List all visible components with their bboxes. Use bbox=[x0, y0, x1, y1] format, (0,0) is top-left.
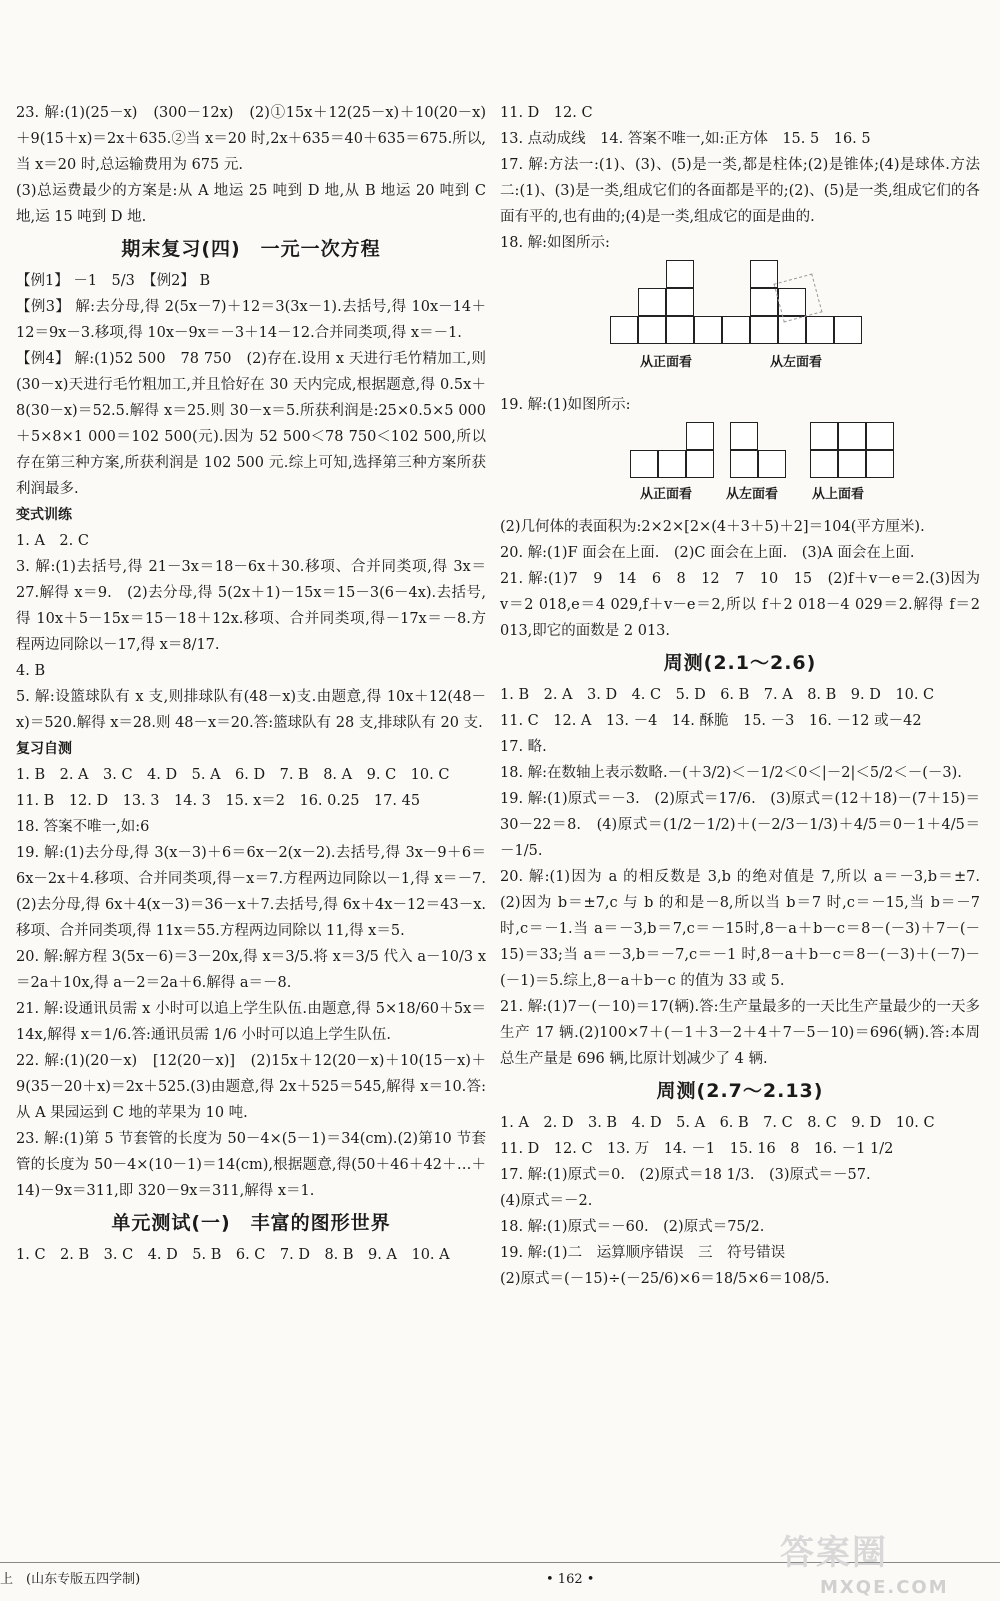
self-test-21: 21. 解:设通讯员需 x 小时可以追上学生队伍.由题意,得 5×18/60＋5x＝14x,解得 x＝1/6.答:通讯员需 1/6 小时可以追上学生队伍. bbox=[16, 1001, 486, 1043]
view-cell bbox=[838, 422, 866, 450]
self-test-19: 19. 解:(1)去分母,得 3(x－3)＋6＝6x－2(x－2).去括号,得 3x－9＋6＝6x－2x＋4.移项、合并同类项,得－x＝7.方程两边同除以－1,得 x＝－7. (2)去分母,得 6x＋4(x－3)＝36－x＋7.去括号,得 6x＋4x－12＝43－x.移项、合并同类项,得 11x＝55.方程两边同除以 11,得 x＝5. bbox=[16, 845, 501, 939]
variant-1-2: 1. A 2. C bbox=[16, 533, 89, 549]
section-title-review4: 期末复习(四) 一元一次方程 bbox=[121, 238, 381, 260]
view-cell bbox=[666, 260, 694, 288]
variant-training-title: 变式训练 bbox=[16, 507, 72, 523]
section-title-week1: 周测(2.1～2.6) bbox=[663, 652, 817, 674]
week2-18: 18. 解:(1)原式＝－60. (2)原式＝75/2. bbox=[500, 1219, 765, 1235]
view-cell bbox=[666, 288, 694, 316]
footer-edition: 上 (山东专版五四学制) bbox=[0, 1572, 141, 1587]
week1-17: 17. 略. bbox=[500, 739, 547, 755]
week1-19: 19. 解:(1)原式＝－3. (2)原式＝17/6. (3)原式＝(12＋18)－(7＋15)＝30－22＝8. (4)原式＝(1/2－1/2)＋(－2/3－1/3)＋4/5＝0－1＋4/5＝－1/5. bbox=[500, 791, 980, 859]
view-cell bbox=[750, 288, 778, 316]
self-test-23: 23. 解:(1)第 5 节套管的长度为 50－4×(5－1)＝34(cm).(2)第10 节套管的长度为 50－4×(10－1)＝14(cm),根据题意,得(50＋46＋42＋…＋14)－9x＝311,即 320－9x＝311,解得 x＝1. bbox=[16, 1131, 486, 1199]
self-test-1-10: 1. B 2. A 3. C 4. D 5. A 6. D 7. B 8. A 9. C 10. C bbox=[16, 767, 450, 783]
view-cell bbox=[810, 450, 838, 478]
view-cell bbox=[810, 422, 838, 450]
view-cell bbox=[658, 450, 686, 478]
week1-18: 18. 解:在数轴上表示数略.－(＋3/2)＜－1/2＜0＜|－2|＜5/2＜－(－3). bbox=[500, 765, 962, 781]
view-cell bbox=[730, 450, 758, 478]
figure-19-top-caption: 从上面看 bbox=[812, 487, 865, 502]
view-cell bbox=[758, 450, 786, 478]
unit1-18: 18. 解:如图所示: bbox=[500, 235, 610, 251]
right-column bbox=[500, 100, 995, 1292]
view-cell bbox=[638, 316, 666, 344]
week1-1-10: 1. B 2. A 3. D 4. C 5. D 6. B 7. A 8. B 9. D 10. C bbox=[500, 687, 935, 703]
unit1-17: 17. 解:方法一:(1)、(3)、(5)是一类,都是柱体;(2)是锥体;(4)是球体.方法二:(1)、(3)是一类,组成它们的各面都是平的;(2)、(5)是一类,组成它们的各面有平的,也有曲的;(4)是一类,组成它的面是曲的. bbox=[500, 157, 980, 225]
view-cell bbox=[806, 316, 834, 344]
unit1-20: 20. 解:(1)F 面会在上面. (2)C 面会在上面. (3)A 面会在上面. bbox=[500, 545, 915, 561]
view-cell bbox=[834, 316, 862, 344]
week2-19: 19. 解:(1)二 运算顺序错误 三 符号错误 bbox=[500, 1245, 786, 1261]
view-cell bbox=[610, 316, 638, 344]
unit1-11-12: 11. D 12. C bbox=[500, 105, 593, 121]
self-test-18: 18. 答案不唯一,如:6 bbox=[16, 819, 150, 835]
view-cell bbox=[638, 288, 666, 316]
variant-5: 5. 解:设篮球队有 x 支,则排球队有(48－x)支.由题意,得 10x＋12(48－x)＝520.解得 x＝28.则 48－x＝20.答:篮球队有 28 支,排球队有 20 支. bbox=[16, 689, 486, 731]
week1-11-16: 11. C 12. A 13. －4 14. 酥脆 15. －3 16. －12 或－42 bbox=[500, 713, 922, 729]
view-cell bbox=[666, 316, 694, 344]
view-cell bbox=[686, 422, 714, 450]
figure-18-front-caption: 从正面看 bbox=[640, 355, 693, 370]
unit1-19: 19. 解:(1)如图所示: bbox=[500, 397, 631, 413]
watermark-logo: 答案圈 bbox=[780, 1533, 888, 1573]
week2-1-10: 1. A 2. D 3. B 4. D 5. A 6. B 7. C 8. C 9. D 10. C bbox=[500, 1115, 935, 1131]
week2-19-part2: (2)原式＝(－15)÷(－25/6)×6＝18/5×6＝108/5. bbox=[500, 1271, 830, 1287]
view-cell bbox=[838, 450, 866, 478]
view-cell bbox=[730, 422, 758, 450]
variant-4: 4. B bbox=[16, 663, 46, 679]
example-1-2: 【例1】 －1 5/3 【例2】 B bbox=[16, 273, 211, 289]
q23-part3: (3)总运费最少的方案是:从 A 地运 25 吨到 D 地,从 B 地运 20 吨到 C 地,运 15 吨到 D 地. bbox=[16, 183, 486, 225]
view-cell bbox=[686, 450, 714, 478]
figure-18-views bbox=[600, 260, 980, 386]
figure-19-front-caption: 从正面看 bbox=[640, 487, 693, 502]
figure-19-left-caption: 从左面看 bbox=[726, 487, 779, 502]
week2-17-part4: (4)原式＝－2. bbox=[500, 1193, 593, 1209]
view-cell bbox=[750, 316, 778, 344]
view-cell bbox=[866, 450, 894, 478]
unit1-19-part2: (2)几何体的表面积为:2×2×[2×(4＋3＋5)＋2]＝104(平方厘米). bbox=[500, 519, 925, 535]
self-test-11-17: 11. B 12. D 13. 3 14. 3 15. x＝2 16. 0.25 17. 45 bbox=[16, 793, 421, 809]
example-4: 【例4】 解:(1)52 500 78 750 (2)存在.设用 x 天进行毛竹精加工,则(30－x)天进行毛竹粗加工,并且恰好在 30 天内完成,根据题意,得 0.5x＋8(30－x)＝52.5.解得 x＝25.则 30－x＝5.所获利润是:25×0.5×5 000＋5×8×1 000＝102 500(元).因为 52 500＜78 750＜102 500,所以存在第三种方案,所获利润是 102 500 元.综上可知,选择第三种方案所获利润最多. bbox=[16, 351, 486, 497]
watermark-url: MXQE.COM bbox=[820, 1577, 949, 1598]
week2-11-16: 11. D 12. C 13. 万 14. －1 15. 16 8 16. －1 1/2 bbox=[500, 1141, 894, 1157]
figure-18-left-caption: 从左面看 bbox=[770, 355, 823, 370]
section-title-unit1: 单元测试(一) 丰富的图形世界 bbox=[111, 1212, 391, 1234]
q23-intro: 23. 解:(1)(25－x) (300－12x) (2)①15x＋12(25－x)＋10(20－x)＋9(15＋x)＝2x＋635.②当 x＝20 时,2x＋635＝40＋635＝675.所以,当 x＝20 时,总运输费用为 675 元. bbox=[16, 105, 486, 173]
example-3: 【例3】 解:去分母,得 2(5x－7)＋12＝3(3x－1).去括号,得 10x－14＋12＝9x－3.移项,得 10x－9x＝－3＋14－12.合并同类项,得 x＝－1. bbox=[16, 299, 486, 341]
figure-19-views bbox=[630, 422, 980, 508]
self-test-title: 复习自测 bbox=[16, 741, 72, 757]
view-cell bbox=[694, 316, 722, 344]
page-number: • 162 • bbox=[546, 1572, 595, 1587]
unit1-21: 21. 解:(1)7 9 14 6 8 12 7 10 15 (2)f＋v－e＝2.(3)因为 v＝2 018,e＝4 029,f＋v－e＝2,所以 f＋2 018－4 029＝2.解得 f＝2 013,即它的面数是 2 013. bbox=[500, 571, 980, 639]
section-title-week2: 周测(2.7～2.13) bbox=[656, 1080, 824, 1102]
self-test-22: 22. 解:(1)(20－x) [12(20－x)] (2)15x＋12(20－x)＋10(15－x)＋9(35－20＋x)＝2x＋525.(3)由题意,得 2x＋525＝545,解得 x＝10.答:从 A 果园运到 C 地的苹果为 10 吨. bbox=[16, 1053, 486, 1121]
view-cell bbox=[630, 450, 658, 478]
left-column bbox=[16, 100, 501, 1268]
self-test-20: 20. 解:解方程 3(5x－6)＝3－20x,得 x＝3/5.将 x＝3/5 代入 a－10/3 x＝2a＋10x,得 a－2＝2a＋6.解得 a＝－8. bbox=[16, 949, 486, 991]
unit1-1-10: 1. C 2. B 3. C 4. D 5. B 6. C 7. D 8. B 9. A 10. A bbox=[16, 1247, 450, 1263]
week2-17: 17. 解:(1)原式＝0. (2)原式＝18 1/3. (3)原式＝－57. bbox=[500, 1167, 871, 1183]
week1-21: 21. 解:(1)7－(－10)＝17(辆).答:生产量最多的一天比生产量最少的一天多生产 17 辆.(2)100×7＋(－1＋3－2＋4＋7－5－10)＝696(辆).答:本周总生产量是 696 辆,比原计划减少了 4 辆. bbox=[500, 999, 980, 1067]
view-cell bbox=[866, 422, 894, 450]
unit1-13-16: 13. 点动成线 14. 答案不唯一,如:正方体 15. 5 16. 5 bbox=[500, 131, 871, 147]
variant-3: 3. 解:(1)去括号,得 21－3x＝18－6x＋30.移项、合并同类项,得 3x＝27.解得 x＝9. (2)去分母,得 5(2x＋1)－15x＝15－3(6－4x).去括号,得 10x＋5－15x＝15－18＋12x.移项、合并同类项,得－17x＝－8.方程两边同除以－17,得 x＝8/17. bbox=[16, 559, 486, 653]
view-cell bbox=[722, 316, 750, 344]
week1-20: 20. 解:(1)因为 a 的相反数是 3,b 的绝对值是 7,所以 a＝－3,b＝±7. (2)因为 b＝±7,c 与 b 的和是－8,所以当 b＝7 时,c＝－15,当 b＝－7 时,c＝－1.当 a＝－3,b＝7,c＝－15时,8－a＋b－c＝8－(－3)＋7－(－15)＝33;当 a＝－3,b＝－7,c＝－1 时,8－a＋b－c＝8－(－3)＋(－7)－(－1)＝5.综上,8－a＋b－c 的值为 33 或 5. bbox=[500, 869, 995, 989]
